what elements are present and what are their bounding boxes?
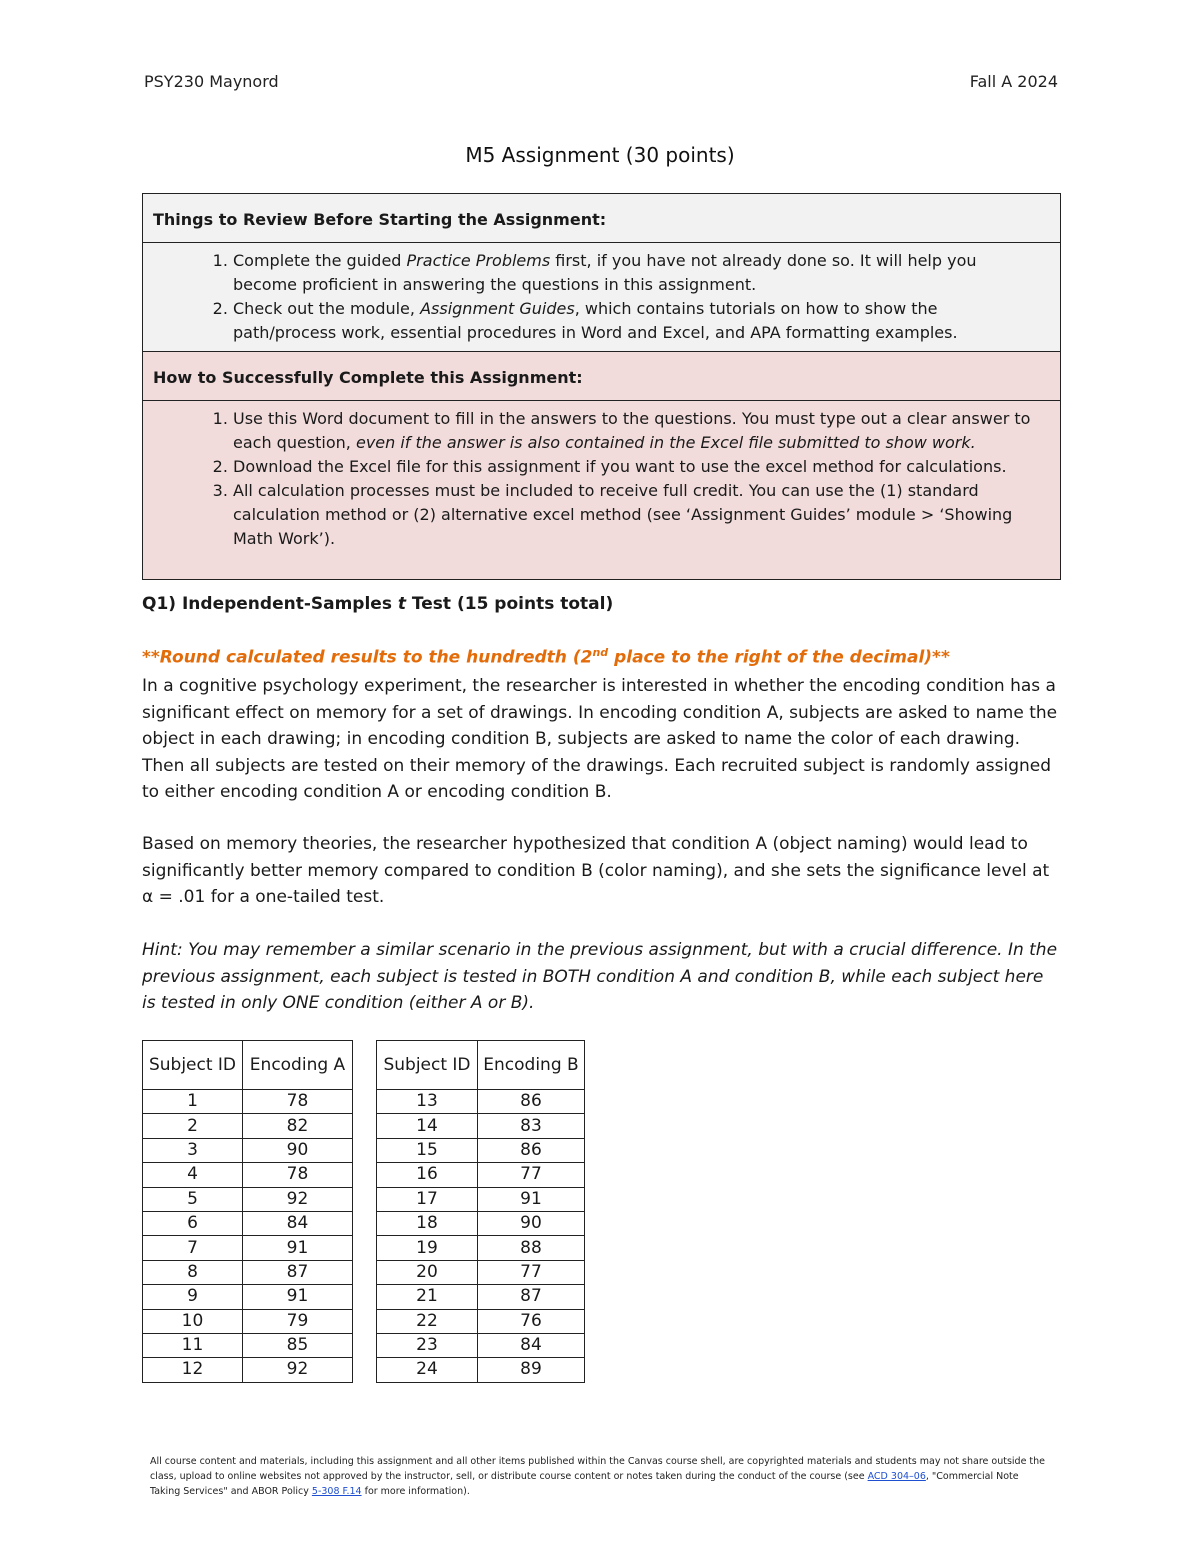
acd-policy-link[interactable]: ACD 304–06	[867, 1471, 926, 1482]
subject-id-cell: 24	[377, 1358, 478, 1382]
table-row	[377, 1090, 585, 1114]
encoding-score-cell: 87	[243, 1260, 353, 1284]
subject-id-cell: 10	[143, 1309, 243, 1333]
encoding-score-cell: 83	[478, 1114, 585, 1138]
encoding-score-cell: 78	[243, 1090, 353, 1114]
table-row	[143, 1358, 353, 1382]
encoding-score-cell: 88	[478, 1236, 585, 1260]
subject-id-cell: 9	[143, 1285, 243, 1309]
table-row	[143, 1309, 353, 1333]
encoding-score-cell: 90	[243, 1138, 353, 1162]
page-title: M5 Assignment (30 points)	[465, 143, 735, 167]
header-course: PSY230 Maynord	[144, 72, 279, 91]
subject-id-cell: 20	[377, 1260, 478, 1284]
table-row	[377, 1187, 585, 1211]
table-row	[143, 1333, 353, 1357]
table-row	[143, 1260, 353, 1284]
encoding-score-cell: 85	[243, 1333, 353, 1357]
table-row	[377, 1285, 585, 1309]
subject-id-cell: 6	[143, 1211, 243, 1235]
encoding-score-cell: 78	[243, 1163, 353, 1187]
encoding-score-cell: 79	[243, 1309, 353, 1333]
subject-id-cell: 19	[377, 1236, 478, 1260]
table-header: Subject ID	[143, 1041, 243, 1090]
encoding-score-cell: 77	[478, 1260, 585, 1284]
table-row	[143, 1236, 353, 1260]
table-row	[377, 1211, 585, 1235]
table-row	[143, 1090, 353, 1114]
subject-id-cell: 22	[377, 1309, 478, 1333]
hint-paragraph: Hint: You may remember a similar scenario in the previous assignment, but with a crucial difference. In the previous assignment, each subject is tested in BOTH condition A and condition B, while each subject here is tested in only ONE condition (either A or B).	[142, 940, 1058, 1013]
subject-id-cell: 5	[143, 1187, 243, 1211]
table-row	[143, 1163, 353, 1187]
review-item: 2. Check out the module, Assignment Guides, which contains tutorials on how to show the path/process work, essential procedures in Word and Excel, and APA formatting examples.	[233, 297, 1044, 345]
table-row	[143, 1114, 353, 1138]
rounding-note: **Round calculated results to the hundredth (2nd place to the right of the decimal)**	[142, 646, 950, 668]
subject-id-cell: 17	[377, 1187, 478, 1211]
subject-id-cell: 11	[143, 1333, 243, 1357]
subject-id-cell: 1	[143, 1090, 243, 1114]
table-row	[377, 1114, 585, 1138]
subject-id-cell: 23	[377, 1333, 478, 1357]
subject-id-cell: 13	[377, 1090, 478, 1114]
encoding-score-cell: 91	[478, 1187, 585, 1211]
table-row	[377, 1358, 585, 1382]
complete-list	[153, 407, 1044, 551]
encoding-score-cell: 84	[243, 1211, 353, 1235]
encoding-score-cell: 86	[478, 1138, 585, 1162]
subject-id-cell: 2	[143, 1114, 243, 1138]
encoding-score-cell: 87	[478, 1285, 585, 1309]
table-header: Subject ID	[377, 1041, 478, 1090]
hypothesis-paragraph: Based on memory theories, the researcher hypothesized that condition A (object naming) would lead to significantly better memory compared to condition B (color naming), and she sets the significance level at α = .01 for a one-tailed test.	[142, 834, 1050, 907]
table-row	[377, 1138, 585, 1162]
question-heading: Q1) Independent-Samples t Test (15 points total)	[142, 594, 614, 614]
complete-item: 3. All calculation processes must be included to receive full credit. You can use the (1) standard calculation method or (2) alternative excel method (see ‘Assignment Guides’ module > ‘Showing Math Work’).	[233, 479, 1044, 551]
encoding-score-cell: 77	[478, 1163, 585, 1187]
encoding-score-cell: 89	[478, 1358, 585, 1382]
table-header: Encoding A	[243, 1041, 353, 1090]
encoding-score-cell: 92	[243, 1358, 353, 1382]
encoding-score-cell: 91	[243, 1236, 353, 1260]
copyright-footer: All course content and materials, including this assignment and all other items published within the Canvas course shell, are copyrighted materials and students may not share outside the class, upload to online websites not approved by the instructor, sell, or distribute course content or notes taken during the conduct of the course (see ACD 304–06, "Commercial Note Taking Services" and ABOR Policy 5-308 F.14 for more information).	[150, 1456, 1046, 1497]
table-row	[377, 1260, 585, 1284]
complete-heading: How to Successfully Complete this Assignment:	[143, 352, 1060, 401]
table-row	[143, 1187, 353, 1211]
review-list-section	[143, 243, 1060, 352]
encoding-score-cell: 90	[478, 1211, 585, 1235]
table-row	[143, 1285, 353, 1309]
review-item: 1. Complete the guided Practice Problems first, if you have not already done so. It will help you become proficient in answering the questions in this assignment.	[233, 249, 1044, 297]
complete-list-section	[143, 401, 1060, 579]
header-term: Fall A 2024	[969, 72, 1058, 91]
scenario-paragraph: In a cognitive psychology experiment, the researcher is interested in whether the encoding condition has a significant effect on memory for a set of drawings. In encoding condition A, subjects are asked to name the object in each drawing; in encoding condition B, subjects are asked to name the color of each drawing. Then all subjects are tested on their memory of the drawings. Each recruited subject is randomly assigned to either encoding condition A or encoding condition B.	[142, 676, 1058, 802]
encoding-score-cell: 91	[243, 1285, 353, 1309]
subject-id-cell: 12	[143, 1358, 243, 1382]
table-row	[377, 1163, 585, 1187]
subject-id-cell: 7	[143, 1236, 243, 1260]
complete-item: 1. Use this Word document to fill in the answers to the questions. You must type out a clear answer to each question, even if the answer is also contained in the Excel file submitted to show work.	[233, 407, 1044, 455]
abor-policy-link[interactable]: 5-308 F.14	[311, 1486, 362, 1497]
subject-id-cell: 16	[377, 1163, 478, 1187]
table-row	[143, 1211, 353, 1235]
subject-id-cell: 4	[143, 1163, 243, 1187]
subject-id-cell: 18	[377, 1211, 478, 1235]
table-row	[377, 1236, 585, 1260]
review-heading: Things to Review Before Starting the Assignment:	[143, 194, 1060, 243]
review-list	[153, 249, 1044, 345]
instructions-box	[142, 193, 1061, 580]
table-row	[143, 1138, 353, 1162]
complete-item: 2. Download the Excel file for this assignment if you want to use the excel method for calculations.	[233, 455, 1044, 479]
encoding-score-cell: 84	[478, 1333, 585, 1357]
encoding-score-cell: 92	[243, 1187, 353, 1211]
subject-id-cell: 15	[377, 1138, 478, 1162]
subject-id-cell: 21	[377, 1285, 478, 1309]
subject-id-cell: 3	[143, 1138, 243, 1162]
subject-id-cell: 14	[377, 1114, 478, 1138]
encoding-b-table	[376, 1040, 585, 1383]
encoding-a-table	[142, 1040, 353, 1383]
table-row	[377, 1333, 585, 1357]
subject-id-cell: 8	[143, 1260, 243, 1284]
encoding-score-cell: 76	[478, 1309, 585, 1333]
encoding-score-cell: 82	[243, 1114, 353, 1138]
table-header: Encoding B	[478, 1041, 585, 1090]
table-row	[377, 1309, 585, 1333]
encoding-score-cell: 86	[478, 1090, 585, 1114]
